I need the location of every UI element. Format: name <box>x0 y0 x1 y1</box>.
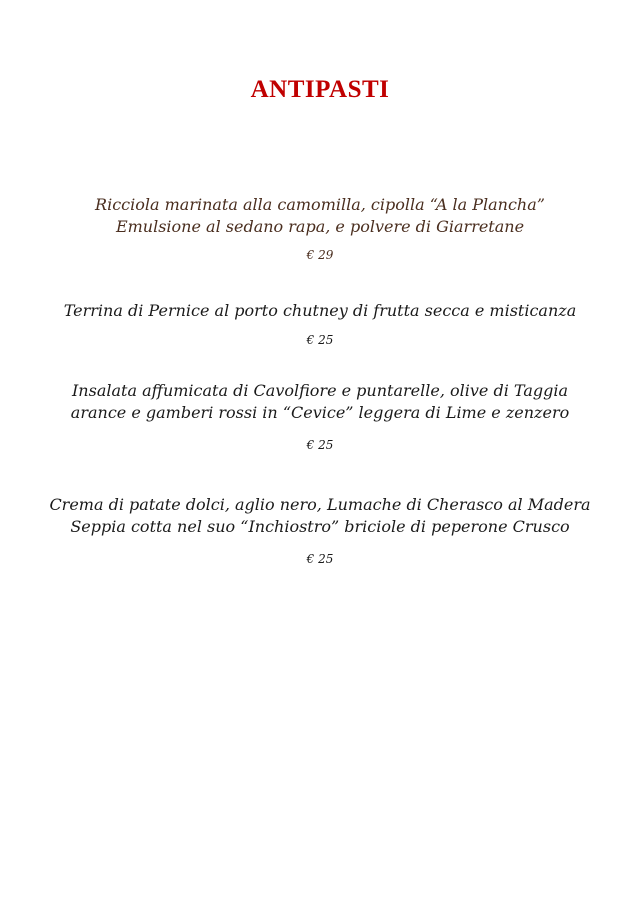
dish-item <box>0 494 640 538</box>
dish-description: Ricciola marinata alla camomilla, cipolla “A la Plancha” <box>95 195 545 214</box>
dish-description: Seppia cotta nel suo “Inchiostro” briciole di peperone Crusco <box>70 517 570 536</box>
dish-price: € 25 <box>306 438 334 452</box>
dish-price: € 29 <box>306 248 334 262</box>
dish-description: Emulsione al sedano rapa, e polvere di Giarretane <box>115 217 525 236</box>
dish-item <box>0 380 640 424</box>
dish-price: € 25 <box>306 552 334 566</box>
dish-description: Insalata affumicata di Cavolfiore e puntarelle, olive di Taggia <box>71 381 568 400</box>
page-title: ANTIPASTI <box>250 76 390 103</box>
dish-description: Crema di patate dolci, aglio nero, Lumache di Cherasco al Madera <box>49 495 591 514</box>
dish-description: Terrina di Pernice al porto chutney di frutta secca e misticanza <box>63 301 577 320</box>
dish-item <box>0 194 640 238</box>
dish-description: arance e gamberi rossi in “Cevice” leggera di Lime e zenzero <box>70 403 570 422</box>
dish-item <box>0 300 640 322</box>
dish-price: € 25 <box>306 333 334 347</box>
